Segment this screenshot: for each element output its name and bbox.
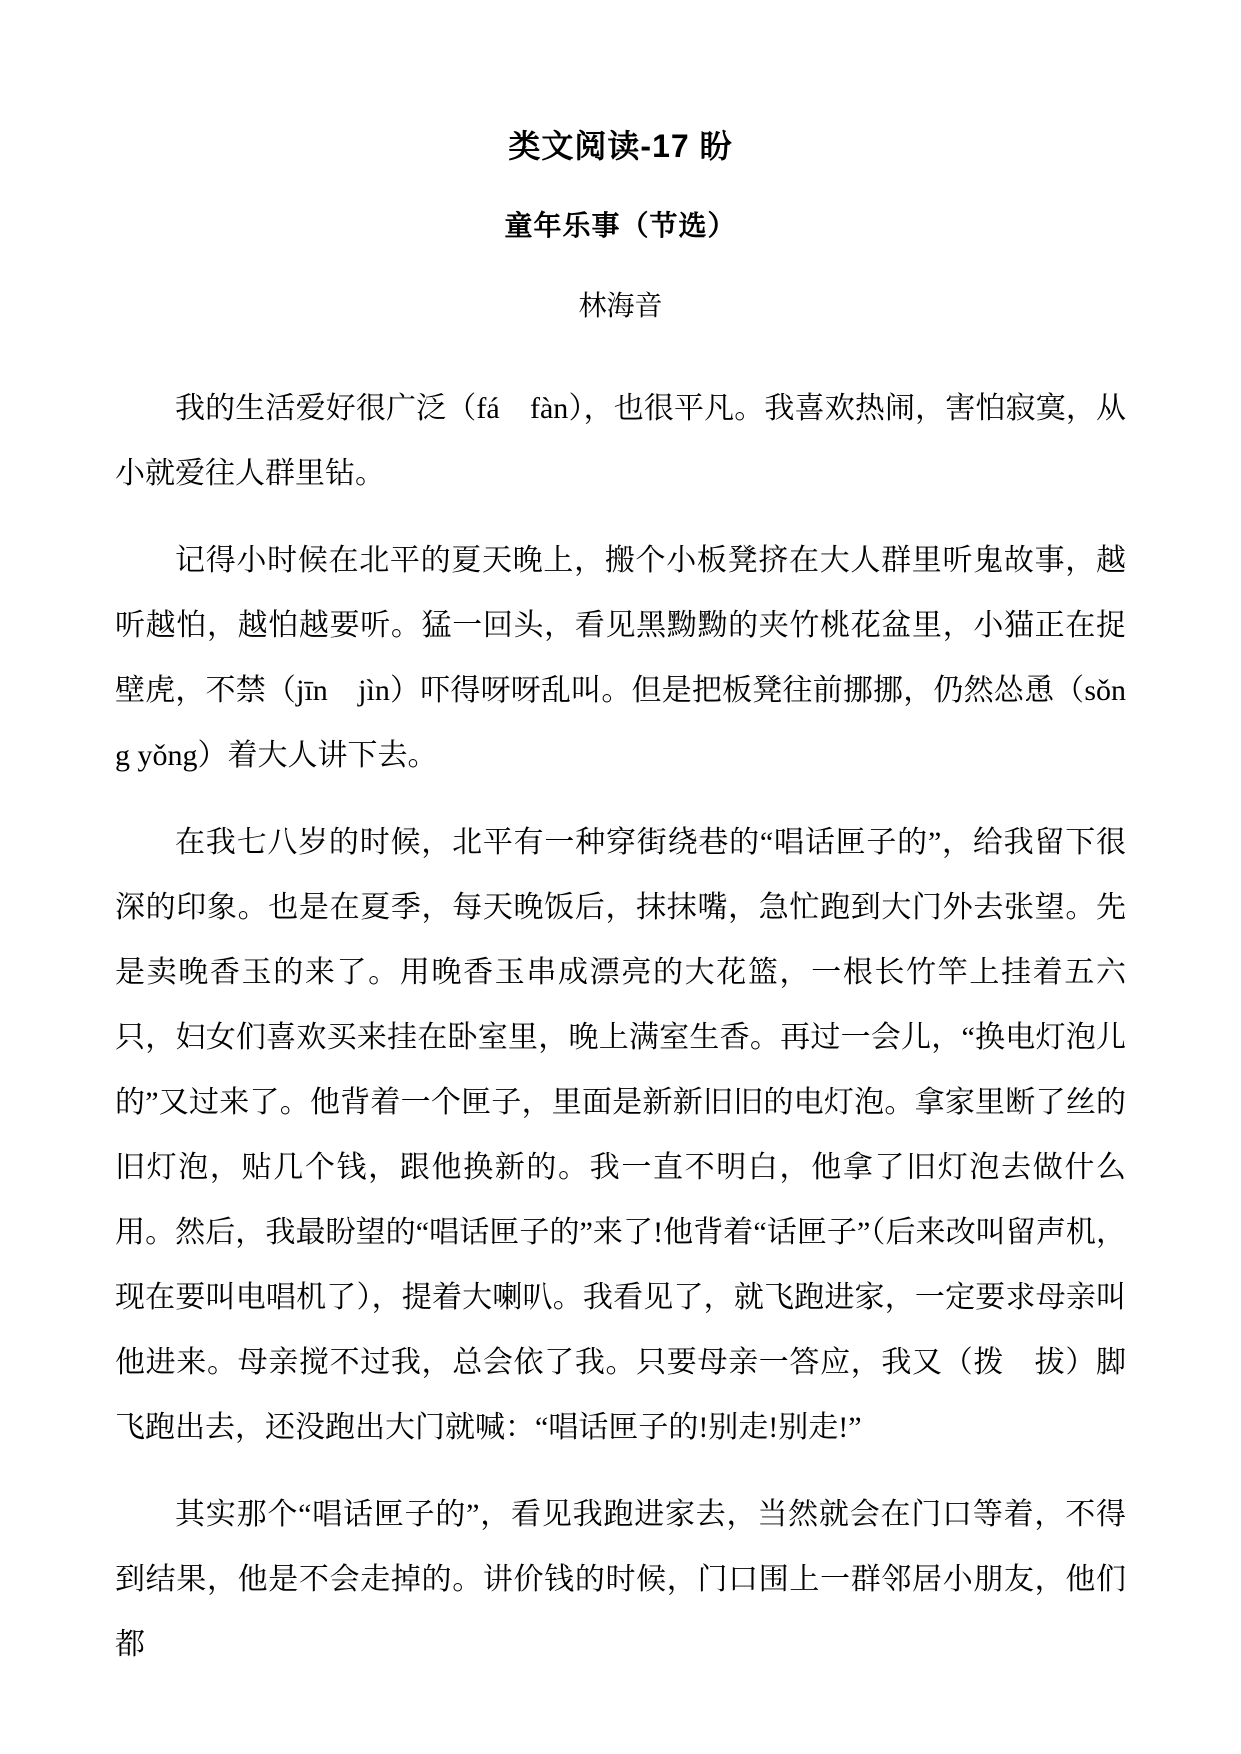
author-name: 林海音 [578, 291, 663, 322]
article-body [115, 376, 1126, 1677]
lesson-title: 类文阅读-17 盼 [508, 128, 733, 164]
paragraph-2: 记得小时候在北平的夏天晚上，搬个小板凳挤在大人群里听鬼故事，越听越怕，越怕越要听。猛一回头，看见黑黝黝的夹竹桃花盆里，小猫正在捉壁虎，不禁（jīn jìn）吓得呀呀乱叫。但是把板凳往前挪挪，仍然怂恿（sǒng yǒng）着大人讲下去。 [115, 544, 1126, 772]
paragraph-3: 在我七八岁的时候，北平有一种穿街绕巷的“唱话匣子的”，给我留下很深的印象。也是在夏季，每天晚饭后，抹抹嘴，急忙跑到大门外去张望。先是卖晚香玉的来了。用晚香玉串成漂亮的大花篮，一根长竹竿上挂着五六只，妇女们喜欢买来挂在卧室里，晚上满室生香。再过一会儿，“换电灯泡儿的”又过来了。他背着一个匣子，里面是新新旧旧的电灯泡。拿家里断了丝的旧灯泡，贴几个钱，跟他换新的。我一直不明白，他拿了旧灯泡去做什么用。然后，我最盼望的“唱话匣子的”来了!他背着“话匣子”（后来改叫留声机，现在要叫电唱机了），提着大喇叭。我看见了，就飞跑进家，一定要求母亲叫他进来。母亲搅不过我，总会依了我。只要母亲一答应，我又（拨 拔）脚飞跑出去，还没跑出大门就喊：“唱话匣子的!别走!别走!” [115, 826, 1126, 1444]
article-title: 童年乐事（节选） [504, 211, 737, 242]
paragraph-4: 其实那个“唱话匣子的”，看见我跑进家去，当然就会在门口等着，不得到结果，他是不会走掉的。讲价钱的时候，门口围上一群邻居小朋友，他们都 [115, 1498, 1126, 1661]
paragraph-1: 我的生活爱好很广泛（fá fàn），也很平凡。我喜欢热闹，害怕寂寞，从小就爱往人群里钻。 [115, 392, 1126, 490]
